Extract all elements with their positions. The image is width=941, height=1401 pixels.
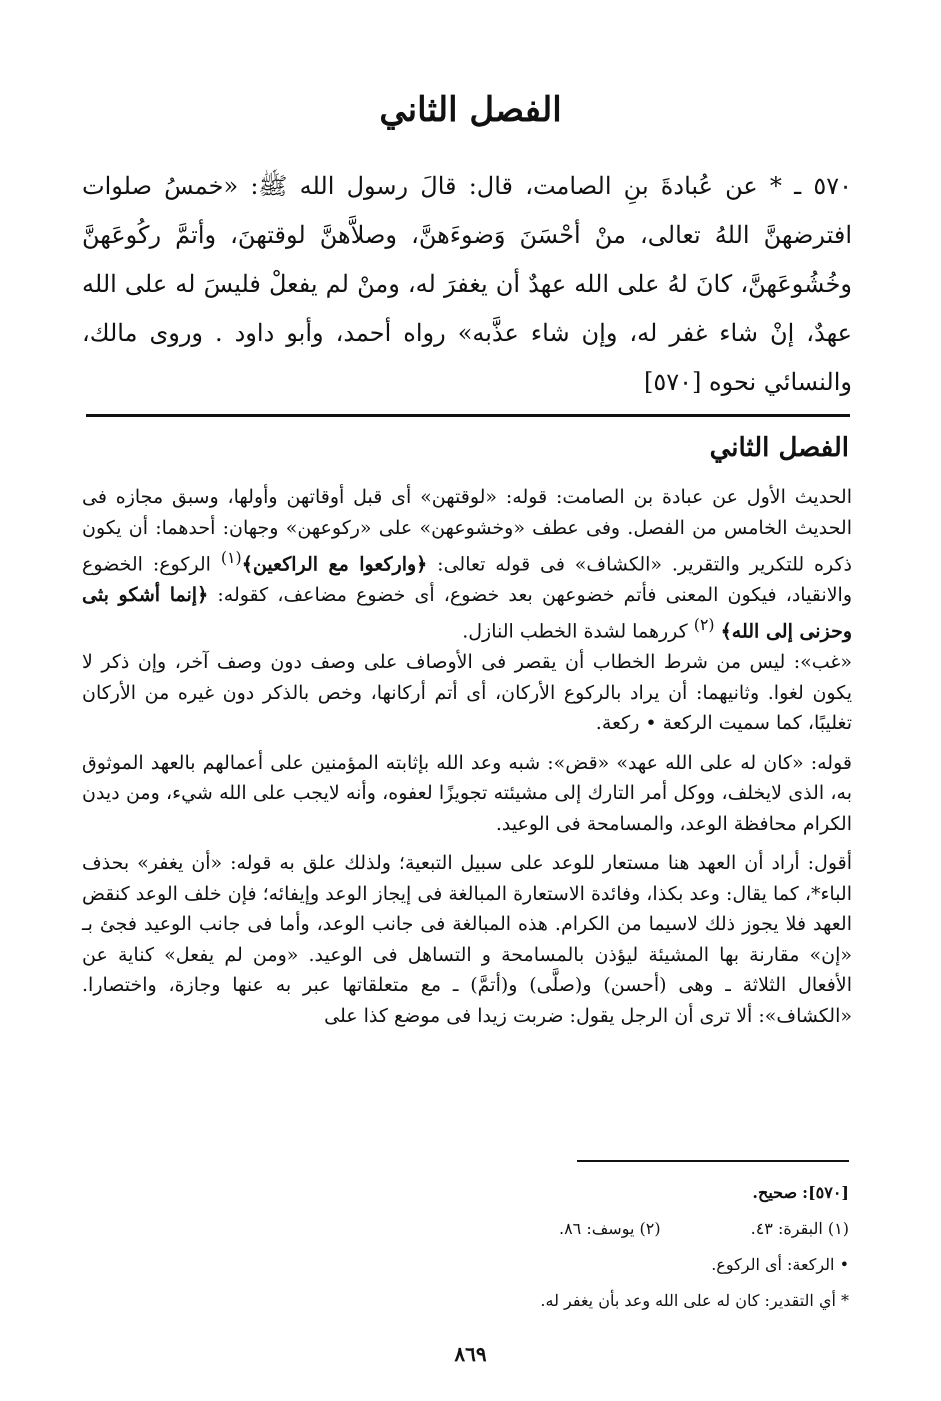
footnote-grade-text: صحيح. — [752, 1183, 798, 1202]
footnote-divider — [577, 1160, 849, 1162]
chapter-title: الفصل الثاني — [379, 90, 562, 130]
commentary-block — [82, 482, 852, 1031]
footnote-grade-ref: [٥٧٠]: — [802, 1183, 849, 1202]
footnote-marker: (١) — [220, 548, 242, 567]
commentary-paragraph-1 — [82, 482, 852, 647]
page-number: ٨٦٩ — [454, 1342, 487, 1366]
hadith-text-block — [82, 162, 852, 407]
commentary-text: كررهما لشدة الخطب النازل. — [462, 620, 688, 643]
hadith-body: * عن عُبادةَ بنِ الصامت، قال: قالَ رسول الله ﷺ: «خمسُ صلوات افترضهنَّ اللهُ تعالى، منْ أحْسَنَ وَضوءَهنَّ، وصلاَّهنَّ لوقتهنَ، وأتمَّ ركُوعَهنَّ وخُشُوعَهنَّ، كانَ لهُ على الله عهدٌ أن يغفرَ له، ومنْ لم يفعلْ فليسَ له على الله عهدٌ، إنْ شاء غفر له، وإن شاء عذَّبه» رواه أحمد، وأبو داود . وروى مالك، والنسائي نحوه — [82, 172, 853, 396]
footnote-marker: (٢) — [693, 615, 715, 635]
footnote-dot-note: • الركعة: أى الركوع. — [711, 1255, 849, 1274]
hadith-number: ٥٧٠ ـ — [794, 172, 852, 200]
footnote-1: (١) البقرة: ٤٣. — [750, 1219, 849, 1238]
commentary-title: الفصل الثاني — [709, 433, 849, 463]
commentary-text: الحديث الأول عن عبادة بن الصامت: قوله: «لوقتهن» أى قبل أوقاتهن وأولها، وسبق مجازه فى الحديث الخامس من الفصل. وفى عطف «وخشوعهن» على «ركوعهن» وجهان: أحدهما: أن يكون ذكره للتكرير والتقرير. «الكشاف» فى قوله تعالى: — [82, 486, 852, 576]
footnote-grade — [249, 1180, 849, 1206]
commentary-paragraph-2: «غب»: ليس من شرط الخطاب أن يقصر فى الأوصاف على وصف دون وصف آخر، وإن ذكر لا يكون لغوا. وثانيهما: أن يراد بالركوع الأركان، أى أتم أركانها، وخص بالذكر دون غيره من الأركان تغليبًا، كما سميت الركعة • ركعة. — [82, 651, 852, 735]
section-divider — [86, 414, 850, 417]
commentary-text: الركوع: الخضوع والانقياد، فيكون المعنى فأتم خضوعهن بعد خضوع، أى خضوع مضاعف، كقوله: — [82, 553, 852, 606]
commentary-paragraph-3: قوله: «كان له على الله عهد» «قض»: شبه وعد الله بإثابته المؤمنين على أعمالهم بالعهد الموثوق به، الذى لايخلف، ووكل أمر التارك إلى مشيئته تجويزًا لعفوه، وأنه لايجب على الله شيء، ومن ديدن الكرام محافظة الوعد، والمسامحة فى الوعيد. — [82, 751, 852, 835]
footnote-star-note: * أي التقدير: كان له على الله وعد بأن يغفر له. — [540, 1291, 849, 1310]
commentary-paragraph-4: أقول: أراد أن العهد هنا مستعار للوعد على سبيل التبعية؛ ولذلك علق به قوله: «أن يغفر» بحذف الباء*، كما يقال: وعد بكذا، وفائدة الاستعارة المبالغة فى إيجاز الوعد وإيفائه؛ فإن خلف الوعد كنقض العهد فلا يجوز ذلك لاسيما من الكرام. هذه المبالغة فى جانب الوعد، وأما فى جانب الوعيد فجئ بـ «إن» مقارنة بها المشيئة ليؤذن بالمسامحة و التساهل فى الوعيد. «ومن لم يفعل» كناية عن الأفعال الثلاثة ـ وهى (أحسن) و(صلَّى) و(أتمَّ) ـ مع متعلقاتها عبر به عنها وجازة، واختصارا. «الكشاف»: ألا ترى أن الرجل يقول: ضربت زيدا فى موضع كذا على — [82, 852, 852, 1027]
quran-quote: ﴿واركعوا مع الراكعين﴾ — [241, 553, 428, 576]
hadith-reference: [٥٧٠] — [643, 368, 702, 396]
quran-quote: ﴿إنما أشكو بثى وحزنى إلى الله﴾ — [82, 583, 852, 643]
footnote-2: (٢) يوسف: ٨٦. — [558, 1219, 661, 1238]
footnotes — [249, 1180, 849, 1324]
footnote-quran-refs — [249, 1216, 849, 1242]
